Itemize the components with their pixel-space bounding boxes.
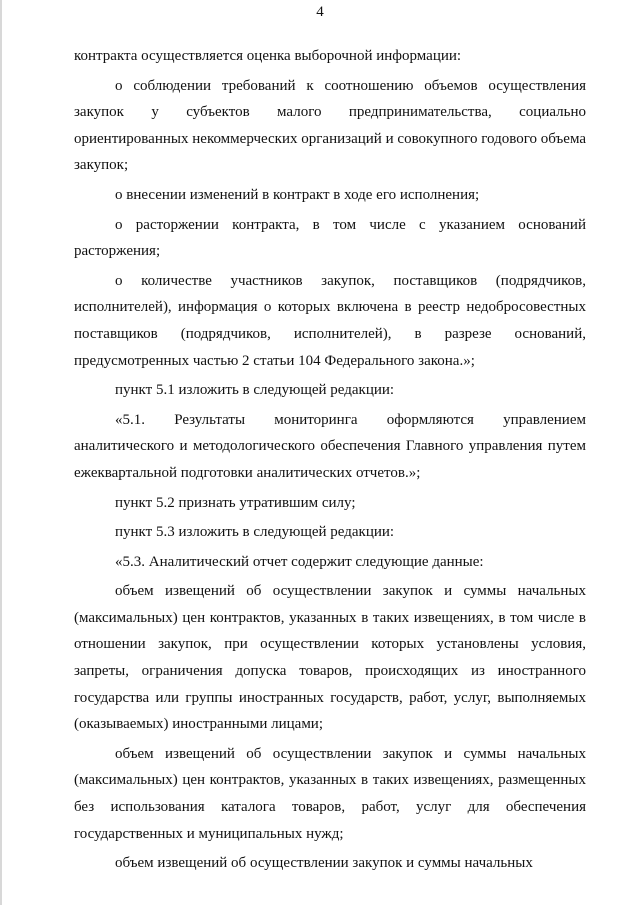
paragraph-participants-registry: о количестве участников закупок, поставщиков (подрядчиков, исполнителей), информация о которых включена в реестр недобросовестных поставщиков (подрядчиков, исполнителей), в разрезе оснований, предусмотренных частью 2 статьи 104 Федерального закона.»; [74, 272, 586, 369]
paragraph-without-catalog: объем извещений об осуществлении закупок и суммы начальных (максимальных) цен контрактов, указанных в таких извещениях, размещенных без использования каталога товаров, работ, услуг для обеспечения государственных и муниципальных нужд; [74, 745, 586, 842]
paragraph-item-5-3-edit: пункт 5.3 изложить в следующей редакции: [115, 524, 395, 541]
paragraph-item-5-1-text: «5.1. Результаты мониторинга оформляются управлением аналитического и методологического обеспечения Главного управления путем ежеквартальной подготовки аналитических отчетов.»; [74, 411, 586, 481]
paragraph-item-5-3-text: «5.3. Аналитический отчет содержит следующие данные: [115, 553, 484, 570]
paragraph-contract-changes: о внесении изменений в контракт в ходе его исполнения; [115, 186, 480, 203]
paragraph-notices-continued: объем извещений об осуществлении закупок и суммы начальных [115, 855, 533, 872]
paragraph-foreign-restrictions: объем извещений об осуществлении закупок и суммы начальных (максимальных) цен контрактов, указанных в таких извещениях, в том числе в отношении закупок, при осуществлении которых установлены условия, запреты, ограничения допуска товаров, происходящих из иностранного государства или группы иностранных государств, работ, услуг, выполняемых (оказываемых) иностранными лицами; [74, 583, 586, 733]
paragraph-contract-termination: о расторжении контракта, в том числе с указанием оснований расторжения; [74, 216, 586, 260]
scan-edge-shadow [0, 0, 2, 905]
page-number: 4 [316, 4, 324, 20]
paragraph-contract-continuation: контракта осуществляется оценка выборочной информации: [74, 48, 462, 64]
paragraph-item-5-2-repeal: пункт 5.2 признать утратившим силу; [115, 494, 356, 511]
paragraph-small-business-ratio: о соблюдении требований к соотношению объемов осуществления закупок у субъектов малого предпринимательства, социально ориентированных некоммерческих организаций и совокупного годового объема закупок; [74, 77, 586, 174]
paragraph-item-5-1-edit: пункт 5.1 изложить в следующей редакции: [115, 382, 395, 399]
document-body [74, 43, 586, 877]
